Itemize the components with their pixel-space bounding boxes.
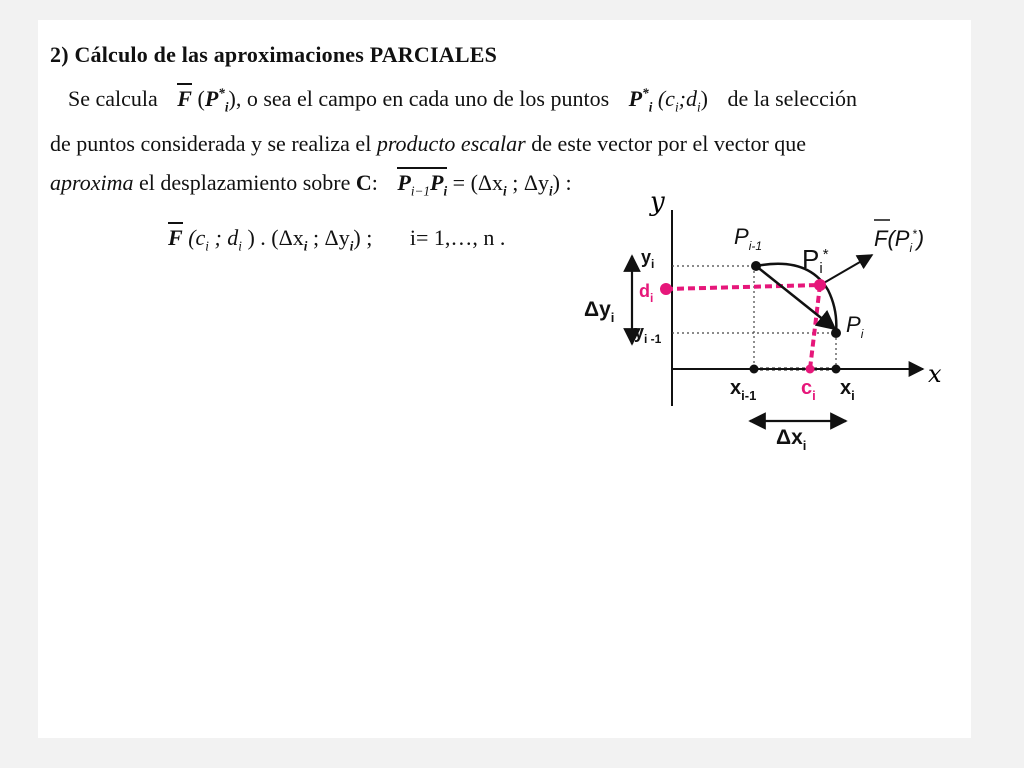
point-ci-axis bbox=[806, 365, 815, 374]
point-p-i-1 bbox=[751, 261, 761, 271]
y-axis-label: y bbox=[650, 187, 665, 217]
hw-label-force: $F(P_i^*)$ bbox=[874, 226, 925, 255]
point-xi-axis bbox=[832, 365, 841, 374]
label-pi-star: Pi* bbox=[802, 244, 829, 277]
label-xi: $x_i$ bbox=[840, 377, 855, 403]
label-delta-y: $\Delta y_i$ bbox=[584, 298, 615, 325]
paragraph-line-1: Se calcula F $(P^*_i)$, o sea el campo en cada uno de los puntos $P^*_i$ $(c_i;d_i)$ de la selección bbox=[68, 86, 857, 112]
ci-dashed-line bbox=[810, 285, 820, 369]
paragraph-line-2: de puntos considerada y se realiza el producto escalar de este vector por el vector que bbox=[50, 131, 807, 156]
document-page bbox=[38, 20, 971, 738]
section-number: 2) bbox=[50, 42, 69, 67]
paragraph-line-3: aproxima el desplazamiento sobre C: $P_{i-1}P_i = (\Delta x_i$ ; $\Delta y_i$) : bbox=[50, 170, 572, 196]
point-p-i-star bbox=[814, 279, 826, 291]
section-title: Cálculo de las aproximaciones PARCIALES bbox=[74, 42, 498, 67]
point-p-i bbox=[831, 328, 841, 338]
point-di-axis bbox=[660, 283, 672, 295]
force-vector bbox=[822, 255, 872, 284]
point-xi1-axis bbox=[750, 365, 759, 374]
hw-label-p-i-1: $P_{i-1}$ bbox=[734, 224, 763, 253]
formula-line: F ($c_i$ ; $d_i$ ) . ($\Delta x_i$ ; $\Delta y_i$) ; i= 1,…, n . bbox=[168, 225, 505, 251]
di-dashed-line bbox=[666, 285, 820, 289]
x-axis-label: x bbox=[928, 360, 942, 388]
chord-arrow bbox=[756, 266, 835, 329]
riemann-diagram bbox=[38, 20, 971, 738]
label-ci: $c_i$ bbox=[801, 377, 816, 403]
label-yi: $y_i$ bbox=[641, 247, 655, 271]
hw-label-p-i: $P_i$ bbox=[846, 312, 864, 341]
label-xi1: $x_{i-1}$ bbox=[730, 377, 757, 403]
label-delta-x: $\Delta x_i$ bbox=[776, 426, 807, 453]
label-yi1: $y_{i -1}$ bbox=[634, 322, 662, 346]
label-di: $d_i$ bbox=[639, 281, 654, 305]
